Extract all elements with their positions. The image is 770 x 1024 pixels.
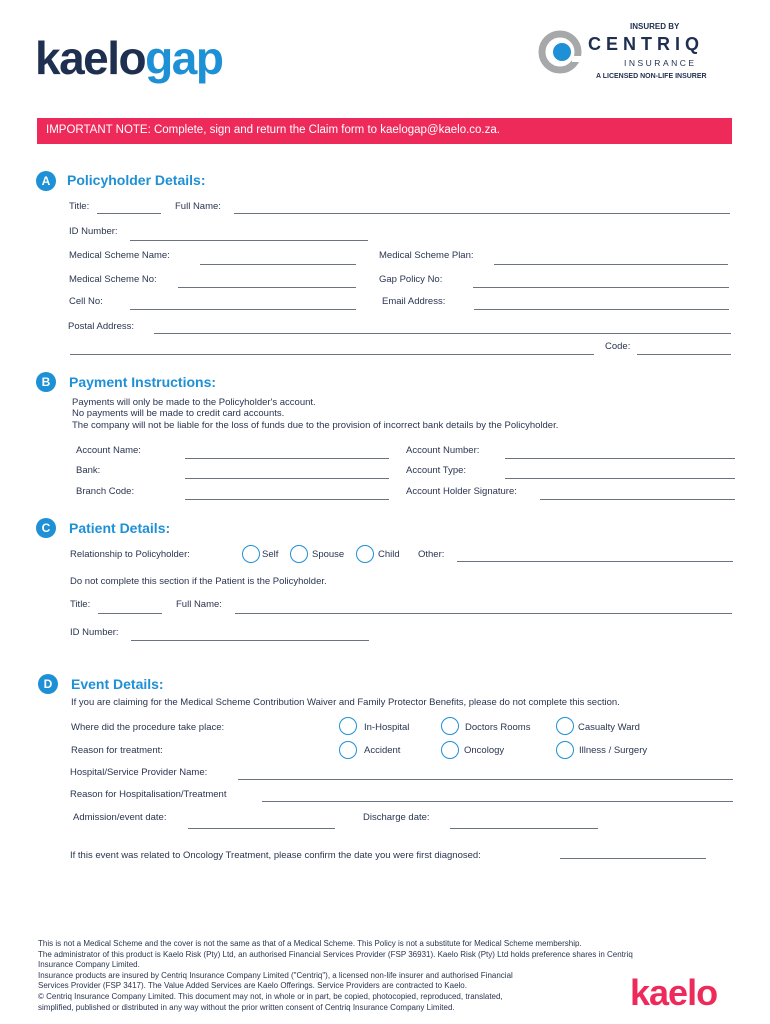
discharge-label: Discharge date: bbox=[363, 812, 430, 823]
reason-label: Reason for treatment: bbox=[71, 745, 163, 756]
section-a-title: Policyholder Details: bbox=[67, 172, 206, 188]
gap-policy-field[interactable] bbox=[473, 287, 729, 288]
section-b-badge: B bbox=[36, 372, 56, 392]
postal-address-label: Postal Address: bbox=[68, 321, 135, 332]
email-label: Email Address: bbox=[382, 296, 446, 307]
provider-field[interactable] bbox=[238, 779, 733, 780]
accident-radio[interactable] bbox=[339, 741, 357, 759]
patient-full-name-label: Full Name: bbox=[176, 599, 222, 610]
account-type-field[interactable] bbox=[505, 478, 735, 479]
footer-line-1: This is not a Medical Scheme and the cover is not the same as that of a Medical Scheme. This Policy is not a substitute for Medical Scheme membership. bbox=[38, 939, 582, 948]
gap-policy-label: Gap Policy No: bbox=[379, 274, 443, 285]
section-c-badge: C bbox=[36, 518, 56, 538]
patient-title-label: Title: bbox=[70, 599, 91, 610]
signature-label: Account Holder Signature: bbox=[406, 486, 517, 497]
account-number-label: Account Number: bbox=[406, 445, 480, 456]
discharge-field[interactable] bbox=[450, 828, 598, 829]
patient-note: Do not complete this section if the Patient is the Policyholder. bbox=[70, 576, 327, 587]
event-note: If you are claiming for the Medical Scheme Contribution Waiver and Family Protector Benefits, please do not complete this section. bbox=[71, 697, 620, 708]
section-a-badge: A bbox=[36, 171, 56, 191]
account-name-field[interactable] bbox=[185, 458, 389, 459]
centriq-insurance: INSURANCE bbox=[624, 58, 697, 68]
footer-line-2: The administrator of this product is Kaelo Risk (Pty) Ltd, an authorised Financial Services Provider (FSP 36931). Kaelo Risk (Pty) Ltd holds preference shares in Centriq bbox=[38, 949, 633, 959]
provider-label: Hospital/Service Provider Name: bbox=[70, 767, 208, 778]
logo-gap-text: gap bbox=[145, 32, 223, 84]
illness-radio[interactable] bbox=[556, 741, 574, 759]
title-label: Title: bbox=[69, 201, 90, 212]
other-field[interactable] bbox=[457, 561, 733, 562]
footer-disclaimer bbox=[38, 939, 728, 1013]
payment-note-1: Payments will only be made to the Policyholder's account. bbox=[72, 397, 316, 408]
bank-label: Bank: bbox=[76, 465, 101, 476]
insured-by-text: INSURED BY bbox=[630, 22, 680, 31]
payment-note-2: No payments will be made to credit card accounts. bbox=[72, 408, 285, 419]
bank-field[interactable] bbox=[185, 478, 389, 479]
admission-label: Admission/event date: bbox=[73, 812, 167, 823]
relationship-label: Relationship to Policyholder: bbox=[70, 549, 190, 560]
scheme-name-field[interactable] bbox=[200, 264, 356, 265]
doctors-rooms-radio[interactable] bbox=[441, 717, 459, 735]
oncology-option-label: Oncology bbox=[464, 745, 505, 756]
account-number-field[interactable] bbox=[505, 458, 735, 459]
footer-line-5: Services Provider (FSP 3417). The Value Added Services are Kaelo Offerings. Service Providers are contracted to Kaelo. bbox=[38, 981, 467, 991]
self-option-label: Self bbox=[262, 549, 279, 560]
full-name-field[interactable] bbox=[234, 213, 730, 214]
section-d-title: Event Details: bbox=[71, 676, 164, 692]
id-number-field[interactable] bbox=[130, 240, 368, 241]
branch-code-label: Branch Code: bbox=[76, 486, 135, 497]
cell-no-field[interactable] bbox=[130, 309, 356, 310]
footer-line-7: simplified, published or distributed in any way without the prior written consent of Centriq Insurance Company Limited. bbox=[38, 1002, 455, 1012]
scheme-name-label: Medical Scheme Name: bbox=[69, 250, 170, 261]
id-number-label: ID Number: bbox=[69, 226, 118, 237]
section-d-badge: D bbox=[38, 674, 58, 694]
oncology-date-field[interactable] bbox=[560, 858, 706, 859]
in-hospital-option-label: In-Hospital bbox=[364, 722, 410, 733]
centriq-name: CENTRIQ bbox=[588, 34, 704, 54]
footer-kaelo-logo: kaelo bbox=[630, 972, 718, 1013]
scheme-no-field[interactable] bbox=[178, 287, 356, 288]
footer-line-6: © Centriq Insurance Company Limited. This document may not, in whole or in part, be copied, photocopied, reproduced, translated, bbox=[38, 991, 503, 1001]
important-note-banner bbox=[37, 118, 732, 144]
title-field[interactable] bbox=[97, 213, 161, 214]
branch-code-field[interactable] bbox=[185, 499, 389, 500]
footer-line-3: Insurance Company Limited. bbox=[38, 960, 140, 970]
important-note-text: IMPORTANT NOTE: Complete, sign and return the Claim form to kaelogap@kaelo.co.za. bbox=[46, 124, 500, 136]
kaelogap-logo bbox=[35, 30, 222, 86]
account-name-label: Account Name: bbox=[76, 445, 141, 456]
postal-address-field-1[interactable] bbox=[154, 333, 731, 334]
child-radio[interactable] bbox=[356, 545, 374, 563]
patient-id-field[interactable] bbox=[131, 640, 369, 641]
cell-no-label: Cell No: bbox=[69, 296, 103, 307]
section-c-title: Patient Details: bbox=[69, 520, 171, 536]
spouse-radio[interactable] bbox=[290, 545, 308, 563]
full-name-label: Full Name: bbox=[175, 201, 221, 212]
centriq-tagline: A LICENSED NON-LIFE INSURER bbox=[596, 73, 707, 80]
patient-full-name-field[interactable] bbox=[235, 613, 732, 614]
code-label: Code: bbox=[605, 341, 631, 352]
admission-field[interactable] bbox=[188, 828, 335, 829]
logo-kaelo-text: kaelo bbox=[35, 32, 146, 84]
oncology-radio[interactable] bbox=[441, 741, 459, 759]
scheme-plan-label: Medical Scheme Plan: bbox=[379, 250, 474, 261]
postal-address-field-2[interactable] bbox=[70, 354, 594, 355]
code-field[interactable] bbox=[637, 354, 731, 355]
where-label: Where did the procedure take place: bbox=[71, 722, 225, 733]
email-field[interactable] bbox=[474, 309, 729, 310]
casualty-option-label: Casualty Ward bbox=[578, 722, 640, 733]
other-label: Other: bbox=[418, 549, 445, 560]
signature-field[interactable] bbox=[540, 499, 735, 500]
footer-line-4: Insurance products are insured by Centriq Insurance Company Limited ("Centriq"), a licensed non-life insurer and authorised Financial bbox=[38, 970, 513, 980]
hospitalisation-field[interactable] bbox=[262, 801, 733, 802]
section-b-title: Payment Instructions: bbox=[69, 374, 217, 390]
accident-option-label: Accident bbox=[364, 745, 401, 756]
child-option-label: Child bbox=[378, 549, 400, 560]
scheme-no-label: Medical Scheme No: bbox=[69, 274, 157, 285]
centriq-logo bbox=[538, 20, 738, 84]
payment-note-3: The company will not be liable for the loss of funds due to the provision of incorrect bank details by the Policyholder. bbox=[72, 420, 559, 431]
casualty-radio[interactable] bbox=[556, 717, 574, 735]
patient-title-field[interactable] bbox=[98, 613, 162, 614]
scheme-plan-field[interactable] bbox=[494, 264, 728, 265]
account-type-label: Account Type: bbox=[406, 465, 467, 476]
centriq-mark-icon bbox=[538, 30, 582, 74]
spouse-option-label: Spouse bbox=[312, 549, 345, 560]
hospitalisation-label: Reason for Hospitalisation/Treatment bbox=[70, 789, 227, 800]
illness-option-label: Illness / Surgery bbox=[579, 745, 648, 756]
patient-id-label: ID Number: bbox=[70, 627, 119, 638]
oncology-date-label: If this event was related to Oncology Treatment, please confirm the date you were first diagnosed: bbox=[70, 850, 481, 861]
doctors-rooms-option-label: Doctors Rooms bbox=[465, 722, 531, 733]
self-radio[interactable] bbox=[242, 545, 260, 563]
in-hospital-radio[interactable] bbox=[339, 717, 357, 735]
